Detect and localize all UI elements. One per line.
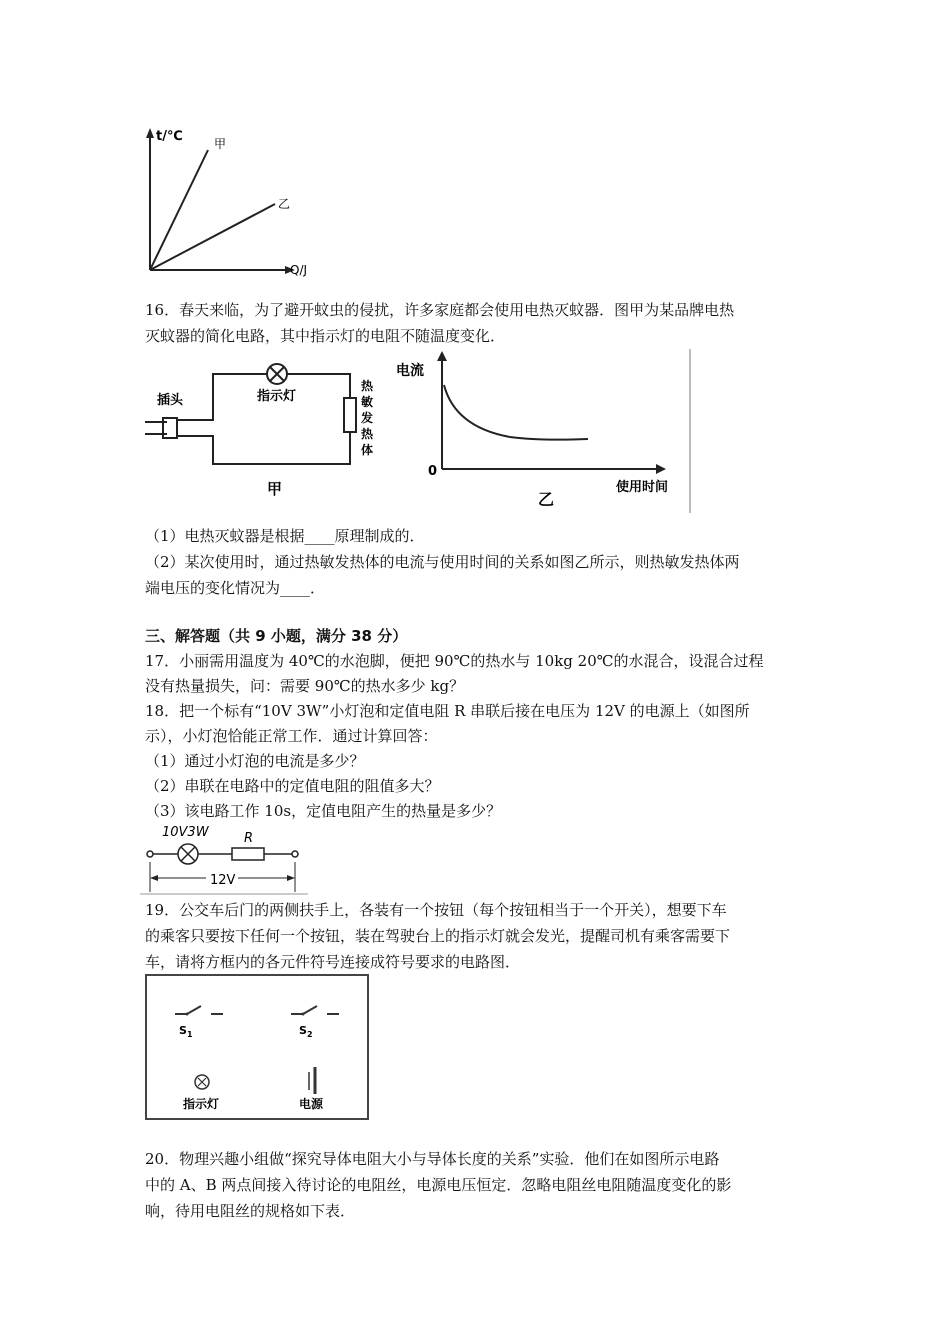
- q18-sub3: （3）该电路工作 10s，定值电阻产生的热量是多少？: [145, 802, 502, 820]
- line-yi: [150, 204, 275, 270]
- label-yi: 乙: [278, 197, 291, 211]
- q17-line1: 17．小丽需用温度为 40℃的水泡脚，便把 90℃的热水与 10kg 20℃的水混合，设混合过程: [145, 652, 764, 670]
- graph-x-label: Q/J: [290, 263, 308, 277]
- lamp-label: 指示灯: [257, 389, 297, 404]
- q19-line1: 19．公交车后门的两侧扶手上，各装有一个按钮（每个按钮相当于一个开关），想要下车: [145, 901, 727, 919]
- thermistor-symbol: [344, 398, 356, 432]
- q19-line2: 的乘客只要按下任何一个按钮，装在驾驶台上的指示灯就会发光，提醒司机有乘客需要下: [145, 927, 731, 945]
- current-curve: [444, 385, 588, 440]
- switch-s2-symbol: [291, 1006, 339, 1016]
- heater-char-1: 热: [361, 379, 374, 393]
- switch-s2-label: S: [299, 1024, 307, 1037]
- battery-label: 电源: [299, 1097, 324, 1111]
- switch-s1-subscript: 1: [187, 1030, 193, 1039]
- series-circuit-figure: [140, 820, 310, 896]
- q16-sub2-line1: （2）某次使用时，通过热敏发热体的电流与使用时间的关系如图乙所示，则热敏发热体两: [145, 553, 740, 571]
- origin-label: 0: [428, 464, 438, 479]
- line-jia: [150, 150, 208, 270]
- time-axis-label: 使用时间: [616, 480, 669, 495]
- q18-sub2: （2）串联在电路中的定值电阻的阻值多大？: [145, 777, 440, 795]
- heater-char-4: 热: [361, 427, 374, 441]
- q19-line3: 车，请将方框内的各元件符号连接成符号要求的电路图．: [145, 953, 521, 971]
- resistor-label: R: [244, 831, 254, 846]
- section3-title: 三、解答题（共 9 小题，满分 38 分）: [145, 627, 408, 645]
- lamp-rating-label: 10V3W: [162, 825, 209, 840]
- q16-line1: 16．春天来临，为了避开蚊虫的侵扰，许多家庭都会使用电热灭蚊器．图甲为某品牌电热: [145, 301, 735, 319]
- plug-label: 插头: [157, 393, 184, 408]
- q20-line1: 20．物理兴趣小组做“探究导体电阻大小与导体长度的关系”实验．他们在如图所示电路: [145, 1150, 720, 1168]
- voltage-label: 12V: [210, 873, 236, 888]
- caption-yi: 乙: [538, 490, 555, 509]
- switch-s1-label: S: [179, 1024, 187, 1037]
- caption-jia: 甲: [267, 480, 283, 498]
- heater-char-5: 体: [361, 443, 374, 457]
- mosquito-killer-circuit: [145, 352, 375, 502]
- current-time-graph: [390, 345, 695, 515]
- label-jia: 甲: [214, 137, 227, 151]
- q18-line1: 18．把一个标有“10V 3W”小灯泡和定值电阻 R 串联后接在电压为 12V 的电源上（如图所: [145, 702, 750, 720]
- components-box-figure: [143, 972, 373, 1124]
- q20-line2: 中的 A、B 两点间接入待讨论的电阻丝，电源电压恒定．忽略电阻丝电阻随温度变化的影: [145, 1176, 732, 1194]
- lamp-label-19: 指示灯: [183, 1097, 220, 1111]
- component-frame: [146, 975, 368, 1119]
- q20-line3: 响，待用电阻丝的规格如下表．: [145, 1202, 356, 1220]
- resistor-symbol: [232, 848, 264, 860]
- q16-line2: 灭蚊器的简化电路，其中指示灯的电阻不随温度变化．: [145, 327, 506, 345]
- q18-sub1: （1）通过小灯泡的电流是多少？: [145, 752, 365, 770]
- switch-s2-subscript: 2: [307, 1030, 313, 1039]
- heater-char-3: 发: [361, 411, 374, 425]
- q17-line2: 没有热量损失，问：需要 90℃的热水多少 kg？: [145, 677, 465, 695]
- switch-s1-symbol: [175, 1006, 223, 1016]
- q18-line2: 示），小灯泡恰能正常工作．通过计算回答：: [145, 727, 438, 745]
- q16-sub1: （1）电热灭蚊器是根据____原理制成的．: [145, 527, 425, 545]
- graph-y-label: t/℃: [156, 129, 183, 144]
- temperature-heat-graph: [140, 122, 330, 282]
- heater-char-2: 敏: [361, 395, 374, 409]
- current-axis-label: 电流: [396, 363, 424, 379]
- q16-sub2-line2: 端电压的变化情况为____．: [145, 579, 326, 597]
